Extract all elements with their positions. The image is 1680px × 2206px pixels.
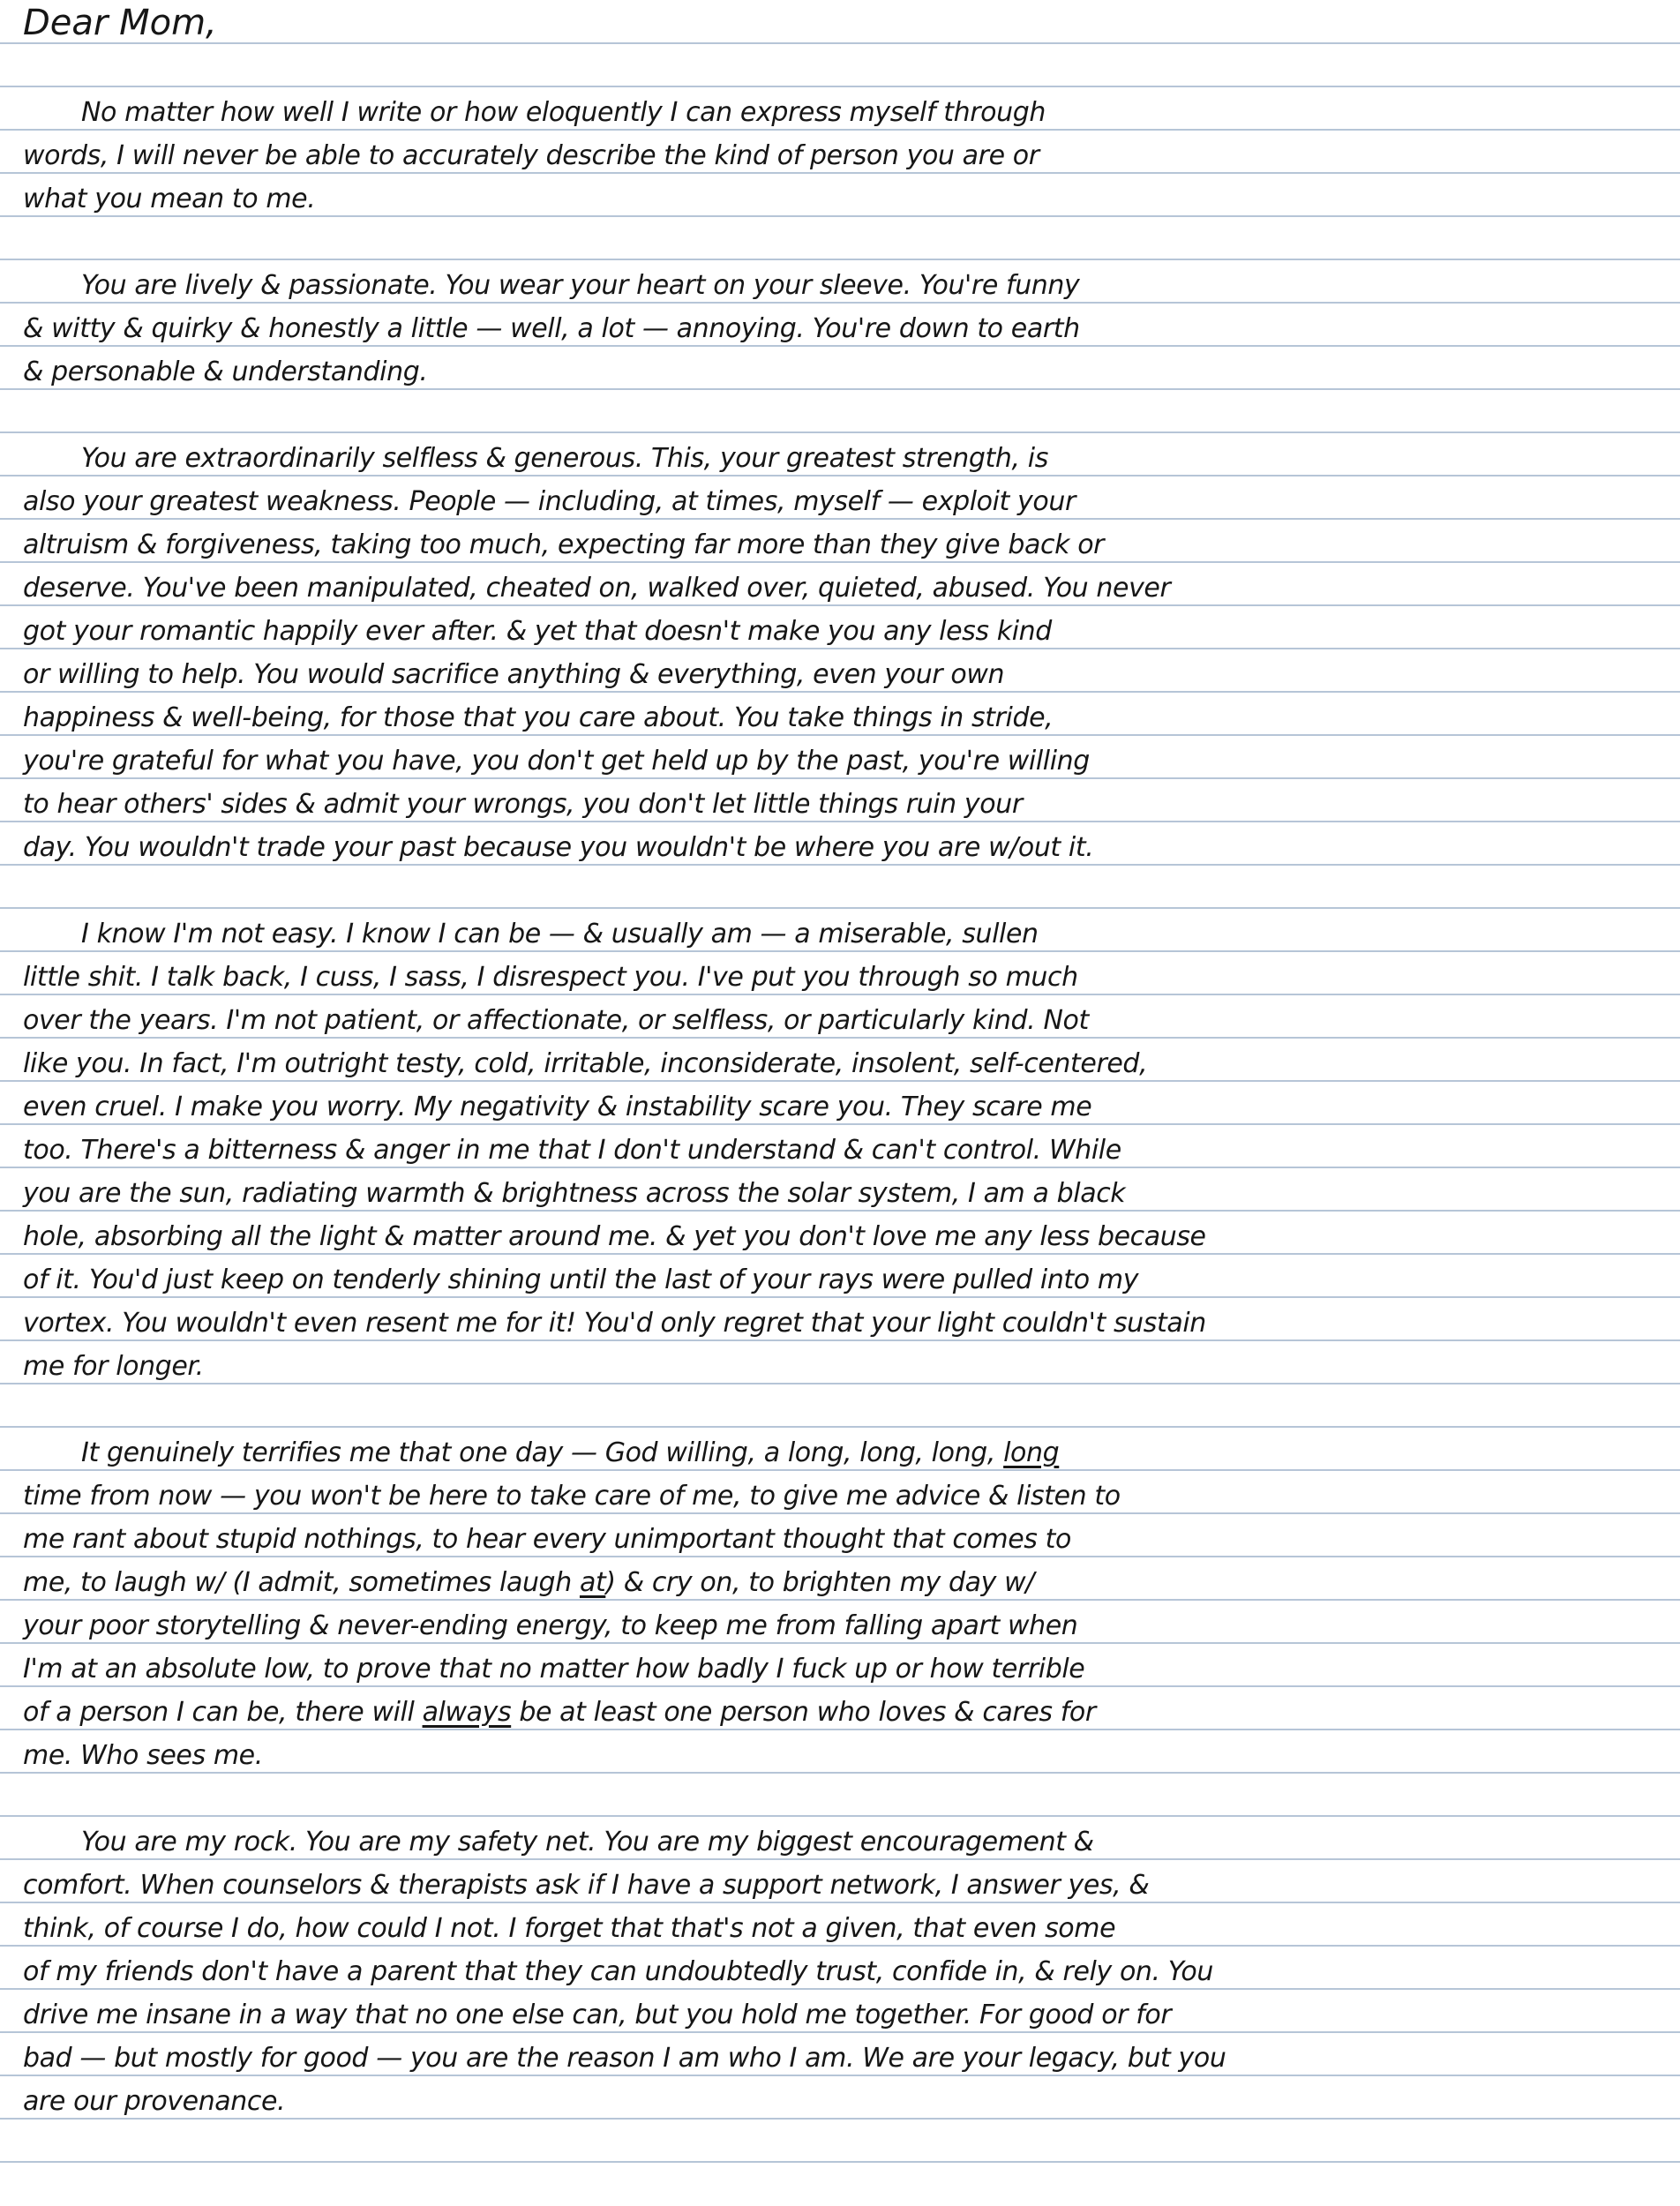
letter-line: [0, 1082, 1680, 1125]
letter-line: [0, 476, 1680, 520]
underlined-word: always: [422, 1697, 512, 1728]
letter-line-text: No matter how well I write or how eloquently I can express myself through: [81, 97, 1046, 128]
salutation-line: [0, 1, 1680, 44]
salutation-text: Dear Mom,: [23, 3, 217, 43]
letter-line: [0, 563, 1680, 606]
letter-line-text: me, to laugh w/ (I admit, sometimes laugh at) & cry on, to brighten my day w/: [23, 1567, 1034, 1598]
letter-line-text: think, of course I do, how could I not. I forget that that's not a given, that even some: [23, 1913, 1116, 1944]
letter-line-text: hole, absorbing all the light & matter around me. & yet you don't love me any less because: [23, 1221, 1206, 1252]
blank-ruled-line: [0, 1774, 1680, 1817]
letter-line: [0, 822, 1680, 866]
blank-ruled-line: [0, 2120, 1680, 2163]
letter-line: [0, 649, 1680, 693]
letter-line-text: also your greatest weakness. People — including, at times, myself — exploit your: [23, 486, 1076, 517]
letter-line: [0, 1730, 1680, 1774]
letter-line: [0, 1644, 1680, 1687]
letter-line-text: day. You wouldn't trade your past because you wouldn't be where you are w/out it.: [23, 832, 1094, 863]
letter-line: [0, 174, 1680, 217]
letter-line: [0, 779, 1680, 822]
letter-line-text: like you. In fact, I'm outright testy, cold, irritable, inconsiderate, insolent, self-centered,: [23, 1048, 1148, 1079]
letter-line-text: You are lively & passionate. You wear your heart on your sleeve. You're funny: [81, 270, 1080, 301]
letter-line: [0, 1428, 1680, 1471]
letter-line-text: too. There's a bitterness & anger in me that I don't understand & can't control. While: [23, 1135, 1121, 1166]
letter-line: [0, 909, 1680, 952]
underlined-word: long: [1003, 1437, 1060, 1468]
letter-line-text: of my friends don't have a parent that they can undoubtedly trust, confide in, & rely on. You: [23, 1956, 1213, 1987]
letter-line-text: me. Who sees me.: [23, 1740, 263, 1771]
letter-line-text: drive me insane in a way that no one else can, but you hold me together. For good or for: [23, 2000, 1172, 2030]
letter-line-text: comfort. When counselors & therapists ask if I have a support network, I answer yes, &: [23, 1870, 1150, 1901]
letter-line-text: It genuinely terrifies me that one day — God willing, a long, long, long, long: [81, 1437, 1060, 1468]
blank-ruled-line: [0, 866, 1680, 909]
underlined-word: at: [579, 1567, 606, 1598]
letter-line-text: your poor storytelling & never-ending energy, to keep me from falling apart when: [23, 1610, 1078, 1641]
letter-line-text: You are my rock. You are my safety net. You are my biggest encouragement &: [81, 1827, 1094, 1857]
letter-line: [0, 1687, 1680, 1730]
letter-line: [0, 736, 1680, 779]
letter-line-text: to hear others' sides & admit your wrongs, you don't let little things ruin your: [23, 789, 1023, 820]
letter-line-text: deserve. You've been manipulated, cheated on, walked over, quieted, abused. You never: [23, 573, 1171, 604]
letter-line: [0, 2076, 1680, 2120]
letter-line: [0, 520, 1680, 563]
letter-line-text: what you mean to me.: [23, 184, 316, 214]
letter-line: [0, 1125, 1680, 1168]
letter-line-text: time from now — you won't be here to take care of me, to give me advice & listen to: [23, 1481, 1121, 1512]
blank-ruled-line: [0, 44, 1680, 87]
letter-line-text: me rant about stupid nothings, to hear every unimportant thought that comes to: [23, 1524, 1071, 1555]
letter-line-text: & personable & understanding.: [23, 356, 428, 387]
letter-line-text: words, I will never be able to accurately describe the kind of person you are or: [23, 140, 1039, 171]
letter-line-text: over the years. I'm not patient, or affectionate, or selfless, or particularly kind. Not: [23, 1005, 1089, 1036]
letter-line-text: are our provenance.: [23, 2086, 286, 2117]
letter-line: [0, 952, 1680, 995]
letter-line-text: I'm at an absolute low, to prove that no matter how badly I fuck up or how terrible: [23, 1654, 1085, 1685]
letter-line-text: or willing to help. You would sacrifice anything & everything, even your own: [23, 659, 1005, 690]
letter-line: [0, 433, 1680, 476]
letter-line: [0, 1601, 1680, 1644]
letter-line: [0, 1903, 1680, 1947]
letter-line: [0, 1341, 1680, 1384]
letter-line-text: you're grateful for what you have, you don't get held up by the past, you're willing: [23, 746, 1090, 777]
letter-line: [0, 2033, 1680, 2076]
letter-line: [0, 1255, 1680, 1298]
letter-line-text: me for longer.: [23, 1351, 204, 1382]
letter-line: [0, 1990, 1680, 2033]
letter-line: [0, 131, 1680, 174]
letter-line: [0, 1039, 1680, 1082]
letter-line-text: you are the sun, radiating warmth & brightness across the solar system, I am a black: [23, 1178, 1126, 1209]
letter-line-text: I know I'm not easy. I know I can be — & usually am — a miserable, sullen: [81, 919, 1039, 949]
letter-line: [0, 693, 1680, 736]
letter-line-text: happiness & well-being, for those that you care about. You take things in stride,: [23, 702, 1054, 733]
letter-line-text: vortex. You wouldn't even resent me for it! You'd only regret that your light couldn't sustain: [23, 1308, 1206, 1339]
letter-line: [0, 1860, 1680, 1903]
letter-line-text: of a person I can be, there will always be at least one person who loves & cares for: [23, 1697, 1096, 1728]
blank-ruled-line: [0, 390, 1680, 433]
letter-line-text: got your romantic happily ever after. & yet that doesn't make you any less kind: [23, 616, 1052, 647]
letter-line-text: little shit. I talk back, I cuss, I sass, I disrespect you. I've put you through so much: [23, 962, 1078, 993]
letter-line: [0, 1168, 1680, 1212]
letter-line-text: altruism & forgiveness, taking too much, expecting far more than they give back or: [23, 529, 1105, 560]
letter-line-text: You are extraordinarily selfless & generous. This, your greatest strength, is: [81, 443, 1048, 474]
letter-line: [0, 1817, 1680, 1860]
letter-line: [0, 304, 1680, 347]
letter-line: [0, 260, 1680, 304]
letter-line: [0, 87, 1680, 131]
letter-line-text: bad — but mostly for good — you are the reason I am who I am. We are your legacy, but you: [23, 2043, 1226, 2074]
letter-line: [0, 1471, 1680, 1514]
blank-ruled-line: [0, 1384, 1680, 1428]
blank-ruled-line: [0, 217, 1680, 260]
letter-line: [0, 1557, 1680, 1601]
letter-line: [0, 606, 1680, 649]
letter-line: [0, 347, 1680, 390]
letter-line: [0, 1212, 1680, 1255]
letter-line-text: even cruel. I make you worry. My negativity & instability scare you. They scare me: [23, 1092, 1092, 1122]
letter-line: [0, 1298, 1680, 1341]
letter-line: [0, 1514, 1680, 1557]
letter-line: [0, 1947, 1680, 1990]
letter-line-text: of it. You'd just keep on tenderly shining until the last of your rays were pulled into my: [23, 1264, 1139, 1295]
letter-line: [0, 995, 1680, 1039]
letter-line-text: & witty & quirky & honestly a little — well, a lot — annoying. You're down to earth: [23, 313, 1080, 344]
